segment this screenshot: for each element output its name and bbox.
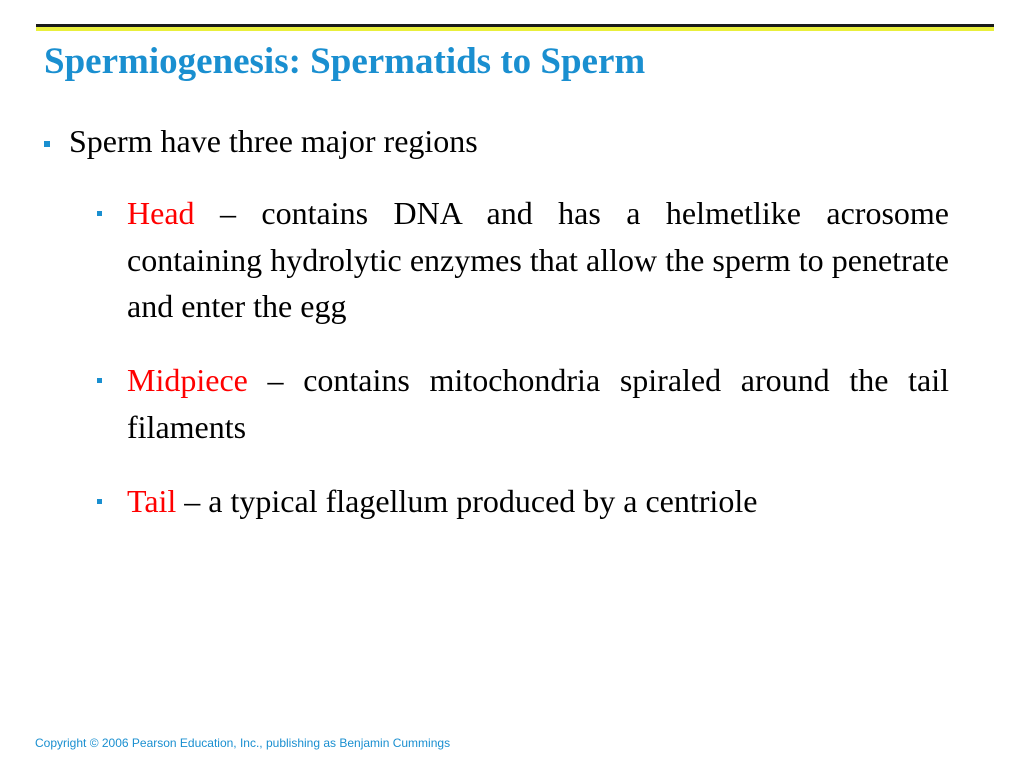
square-bullet-icon: [97, 211, 102, 216]
sub-bullet-head: [127, 190, 949, 330]
square-bullet-icon: [97, 499, 102, 504]
sub-bullet-head-text: – contains DNA and has a helmetlike acrosome containing hydrolytic enzymes that allow the sperm to penetrate and enter the egg: [127, 195, 949, 324]
square-bullet-icon: [44, 141, 50, 147]
sub-bullet-midpiece: [127, 357, 949, 450]
square-bullet-icon: [97, 378, 102, 383]
sub-bullet-tail-text: – a typical flagellum produced by a centriole: [176, 483, 758, 519]
bullet-main: Sperm have three major regions: [69, 123, 478, 159]
slide-title: Spermiogenesis: Spermatids to Sperm: [44, 41, 646, 82]
term-head: Head: [127, 195, 195, 231]
top-rule-accent: [36, 27, 994, 31]
sub-bullet-midpiece-text: – contains mitochondria spiraled around the tail filaments: [127, 362, 949, 445]
sub-bullet-tail: [127, 478, 949, 525]
term-midpiece: Midpiece: [127, 362, 248, 398]
copyright-footer: Copyright © 2006 Pearson Education, Inc., publishing as Benjamin Cummings: [35, 736, 451, 750]
term-tail: Tail: [127, 483, 177, 519]
